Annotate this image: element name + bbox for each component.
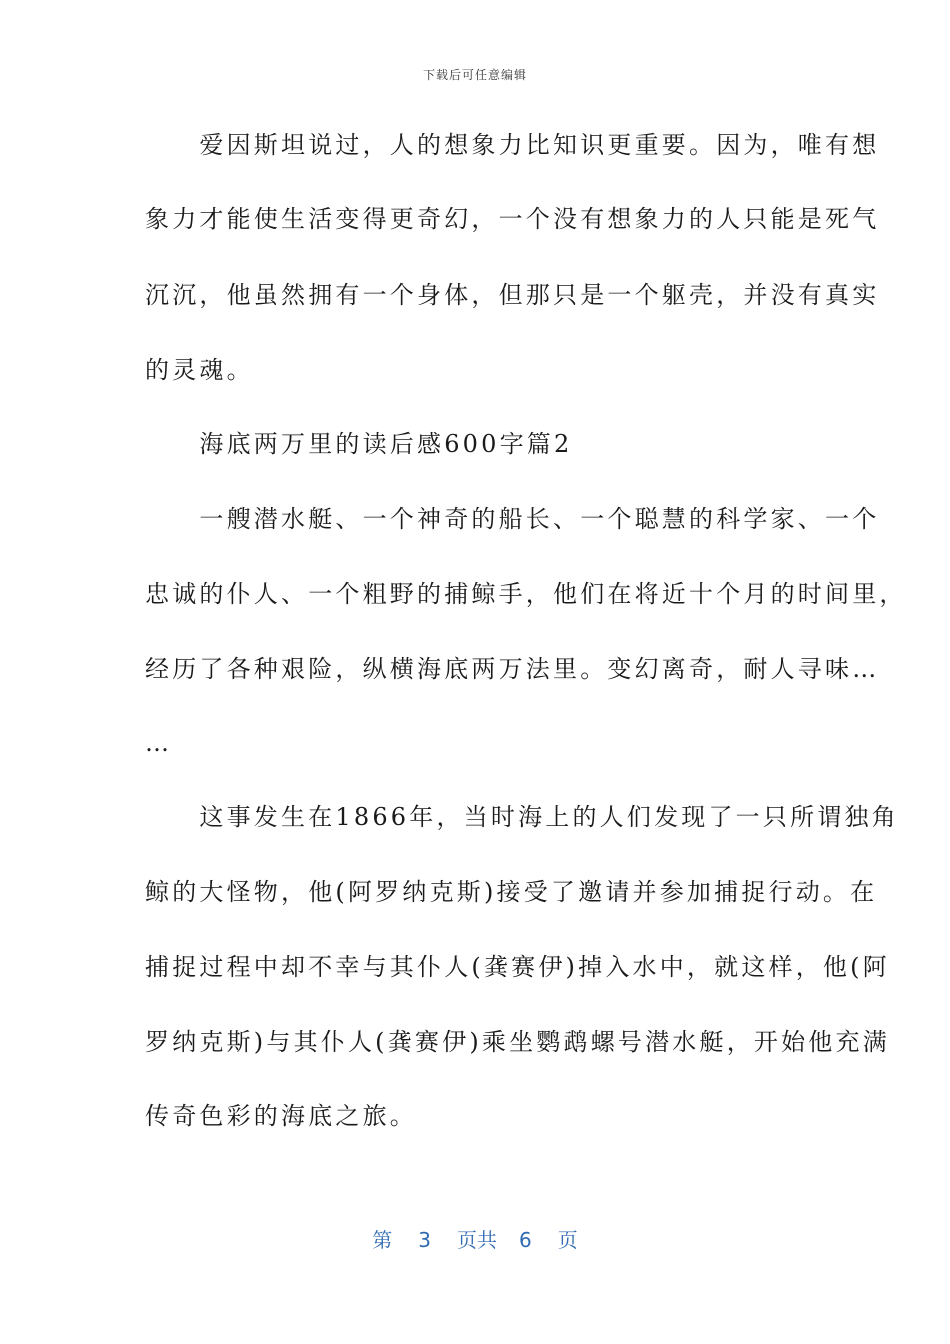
- footer-prefix: 第: [372, 1228, 393, 1252]
- text-line: 这事发生在1866年，当时海上的人们发现了一只所谓独角: [145, 803, 899, 831]
- text-line: 爱因斯坦说过，人的想象力比知识更重要。因为，唯有想: [145, 131, 880, 159]
- footer-middle: 页共: [457, 1228, 497, 1252]
- text-line: 忠诚的仆人、一个粗野的捕鲸手，他们在将近十个月的时间里，: [145, 580, 907, 608]
- total-pages-number: 6: [519, 1228, 532, 1252]
- text-line: 罗纳克斯)与其仆人(龚赛伊)乘坐鹦鹉螺号潜水艇，开始他充满: [145, 1028, 890, 1056]
- text-line: 捕捉过程中却不幸与其仆人(龚赛伊)掉入水中，就这样，他(阿: [145, 953, 890, 981]
- text-line: 鲸的大怪物，他(阿罗纳克斯)接受了邀请并参加捕捉行动。在: [145, 878, 878, 906]
- current-page-number: 3: [418, 1228, 431, 1252]
- text-line: 一艘潜水艇、一个神奇的船长、一个聪慧的科学家、一个: [145, 505, 880, 533]
- footer-suffix: 页: [557, 1228, 578, 1252]
- text-line: …: [145, 729, 173, 757]
- text-line: 的灵魂。: [145, 356, 254, 384]
- text-line: 经历了各种艰险，纵横海底两万法里。变幻离奇，耐人寻味…: [145, 655, 880, 683]
- text-line: 传奇色彩的海底之旅。: [145, 1102, 417, 1130]
- page-number-footer: [0, 1224, 950, 1253]
- header-note: 下载后可任意编辑: [422, 68, 527, 82]
- text-line: 沉沉，他虽然拥有一个身体，但那只是一个躯壳，并没有真实: [145, 281, 880, 309]
- section-heading: 海底两万里的读后感600字篇2: [145, 430, 573, 458]
- text-line: 象力才能使生活变得更奇幻，一个没有想象力的人只能是死气: [145, 205, 880, 233]
